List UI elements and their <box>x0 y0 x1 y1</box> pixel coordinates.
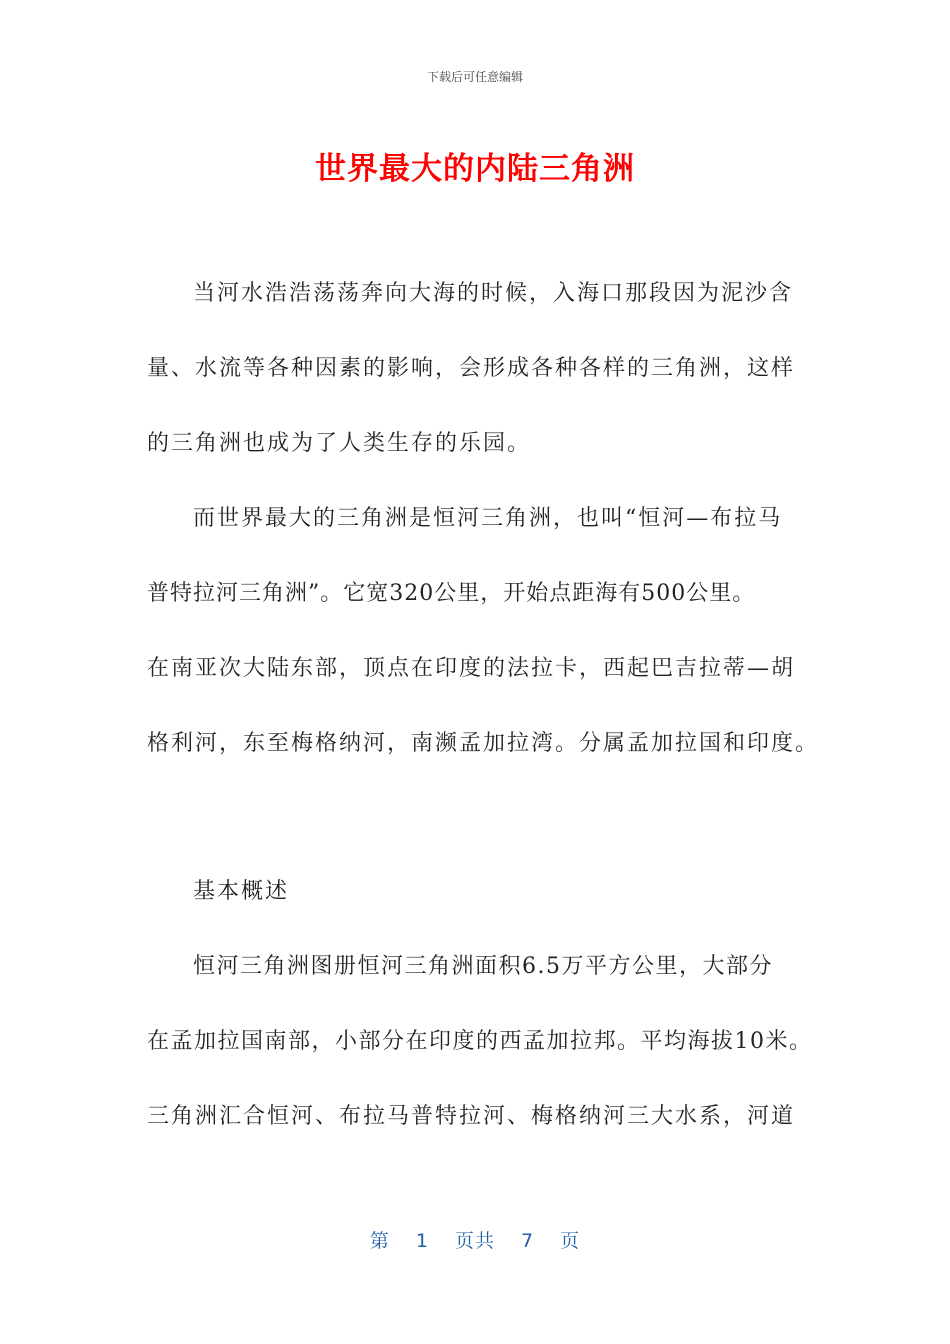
paragraph-line: 普特拉河三角洲”。它宽320公里，开始点距海有500公里。 <box>147 581 756 606</box>
paragraph-line: 当河水浩浩荡荡奔向大海的时候，入海口那段因为泥沙含 <box>193 281 794 306</box>
footer-prefix: 第 <box>369 1230 390 1252</box>
page-footer <box>0 1226 950 1253</box>
paragraph-line: 的三角洲也成为了人类生存的乐园。 <box>147 431 532 456</box>
footer-suffix: 页 <box>560 1230 581 1252</box>
footer-page-number: 1 <box>415 1230 429 1252</box>
paragraph-line: 量、水流等各种因素的影响，会形成各种各样的三角洲，这样 <box>147 356 796 381</box>
paragraph-line: 在南亚次大陆东部，顶点在印度的法拉卡，西起巴吉拉蒂—胡 <box>147 656 796 681</box>
section-heading: 基本概述 <box>193 879 290 904</box>
paragraph-line: 在孟加拉国南部，小部分在印度的西孟加拉邦。平均海拔10米。 <box>147 1029 813 1054</box>
paragraph-line: 三角洲汇合恒河、布拉马普特拉河、梅格纳河三大水系，河道 <box>147 1104 796 1129</box>
header-note: 下载后可任意编辑 <box>426 70 523 84</box>
footer-total-pages: 7 <box>521 1230 535 1252</box>
footer-middle: 页共 <box>454 1230 495 1252</box>
document-title: 世界最大的内陆三角洲 <box>315 151 635 187</box>
paragraph-line: 而世界最大的三角洲是恒河三角洲，也叫“恒河—布拉马 <box>193 506 783 531</box>
paragraph-line: 格利河，东至梅格纳河，南濒孟加拉湾。分属孟加拉国和印度。 <box>147 731 820 756</box>
paragraph-line: 恒河三角洲图册恒河三角洲面积6.5万平方公里，大部分 <box>193 954 773 979</box>
